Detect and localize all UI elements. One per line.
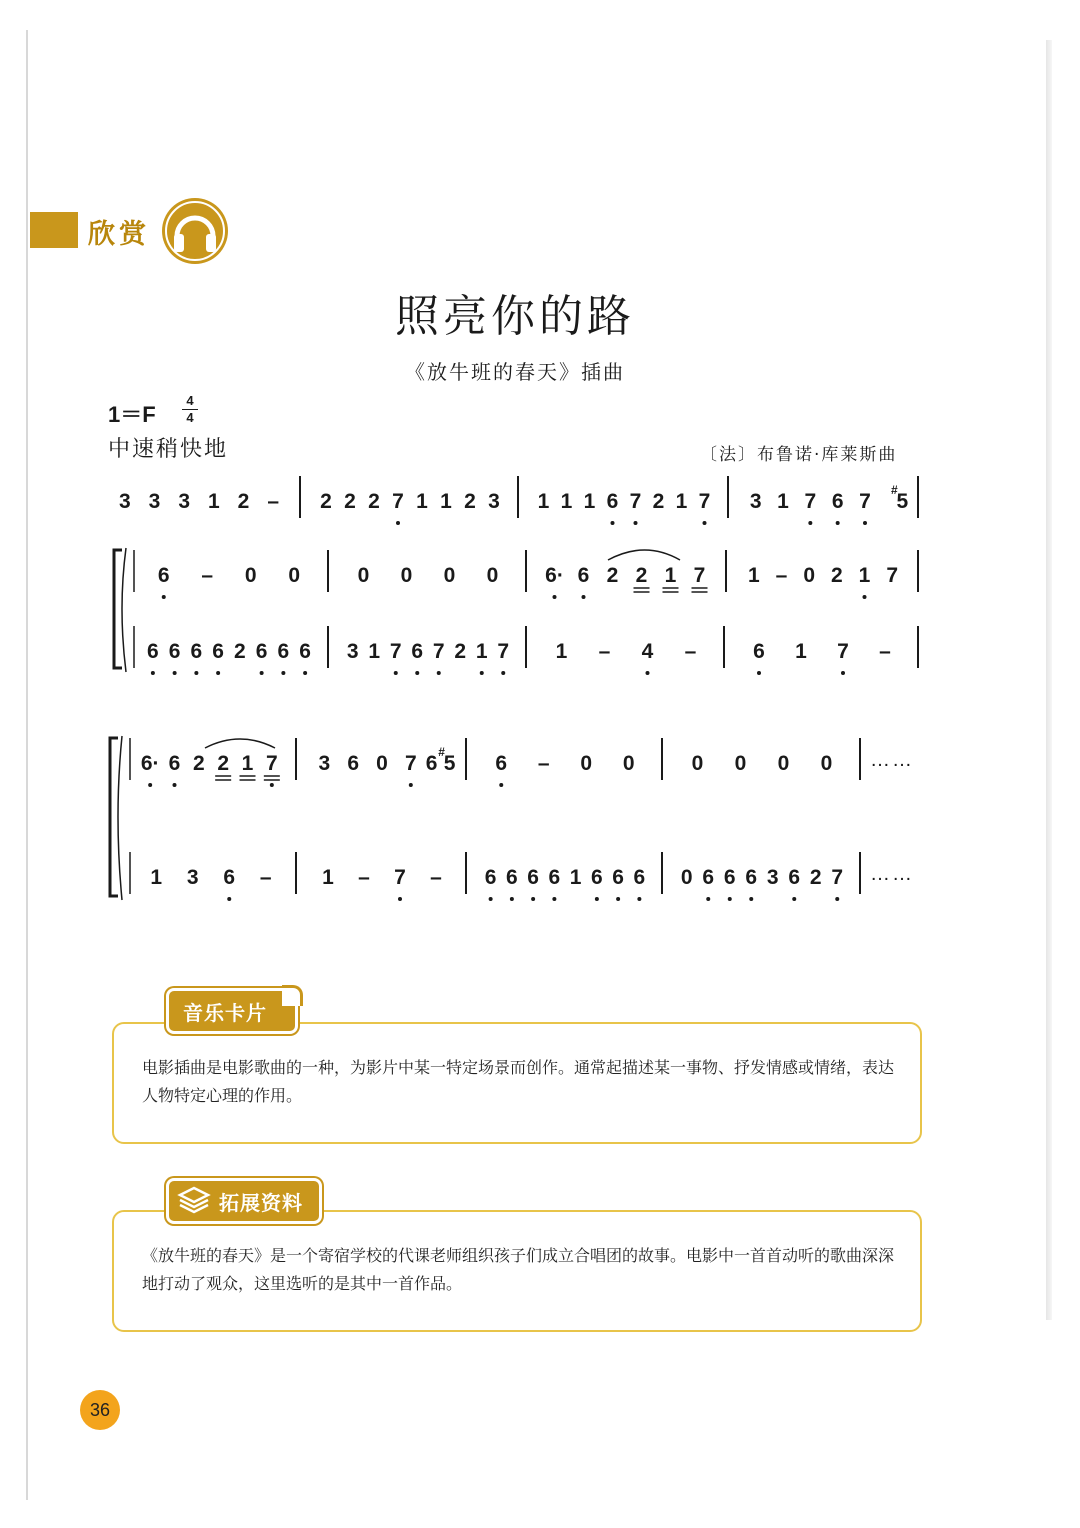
score-note: 0 (622, 752, 635, 775)
key-signature: 1＝F (108, 402, 156, 427)
low-octave-dot (863, 595, 867, 599)
score-note: 6 (548, 866, 561, 889)
score-note: 0 (680, 866, 693, 889)
score-note: 1 (241, 752, 254, 775)
low-octave-dot (501, 671, 505, 675)
score-note: 6 (147, 640, 159, 663)
score-note: 1 (777, 490, 789, 513)
score-note: 2 (234, 640, 246, 663)
score-note: 6 (495, 752, 508, 775)
score-note: 6 (753, 640, 765, 663)
music-card-label: 音乐卡片 (183, 1001, 267, 1025)
low-octave-dot (173, 783, 177, 787)
low-octave-dot (646, 671, 650, 675)
stacked-layers-icon (177, 1185, 211, 1215)
dash-duration: – (267, 490, 280, 513)
score-note: 2 (606, 564, 619, 587)
score-note: 0 (691, 752, 704, 775)
low-octave-dot (227, 897, 231, 901)
score-note: 0 (803, 564, 816, 587)
score-note: 7 (394, 866, 406, 889)
score-note: 6 (190, 640, 203, 663)
score-note: 2 (217, 752, 230, 775)
score-note: 3 (178, 490, 191, 513)
score-note: 0 (580, 752, 593, 775)
low-octave-dot (489, 897, 493, 901)
score-note: 6 (591, 866, 603, 889)
low-octave-dot (162, 595, 166, 599)
low-octave-dot (595, 897, 599, 901)
time-signature-bottom: 4 (186, 410, 194, 425)
dash-duration: – (537, 752, 550, 775)
score-note: 6 (745, 866, 758, 889)
score-note: 3 (488, 490, 500, 513)
score-note: 6 (411, 640, 424, 663)
score-note: 6 (702, 866, 715, 889)
score-note: 1 (555, 640, 568, 663)
score-note: 2 (237, 490, 250, 513)
extension-tab (166, 1178, 322, 1224)
score-note: 6 (255, 640, 268, 663)
score-note: 3 (749, 490, 762, 513)
score-note: 1 (747, 564, 760, 587)
score-note: 6 (347, 752, 360, 775)
score-note: 1 (560, 490, 573, 513)
low-octave-dot (260, 671, 264, 675)
low-octave-dot (616, 897, 620, 901)
low-octave-dot (553, 595, 557, 599)
tempo-marking: 中速稍快地 (108, 437, 229, 462)
score-note: 0 (820, 752, 833, 775)
low-octave-dot (194, 671, 198, 675)
score-note: 6 (299, 640, 311, 663)
score-note: 0 (376, 752, 388, 775)
score-note: 6 (723, 866, 736, 889)
low-octave-dot (173, 671, 177, 675)
low-octave-dot (303, 671, 307, 675)
score-note: 6 (277, 640, 290, 663)
score-note: 6 (831, 490, 844, 513)
score-note: 1 (664, 564, 677, 587)
dash-duration: – (775, 564, 788, 587)
score-note: 1 (322, 866, 334, 889)
score-note: 1 (368, 640, 381, 663)
score-note: 7 (693, 564, 706, 587)
score-note: 6 (425, 752, 438, 775)
score-note: 1 (207, 490, 220, 513)
sharp-sign: # (890, 483, 898, 497)
low-octave-dot (270, 783, 274, 787)
score-note: 7 (265, 752, 278, 775)
low-octave-dot (706, 897, 710, 901)
score-note: 6 (606, 490, 619, 513)
continuation-dots: …… (870, 749, 914, 771)
score-note: 1 (537, 490, 550, 513)
low-octave-dot (582, 595, 586, 599)
card-fold-corner (282, 985, 303, 1006)
score-note: 6 (212, 640, 224, 663)
score-note: 7 (389, 640, 402, 663)
low-octave-dot (281, 671, 285, 675)
score-note: 7 (831, 866, 844, 889)
score-note: 3 (346, 640, 359, 663)
score-note: 6 (223, 866, 236, 889)
low-octave-dot (480, 671, 484, 675)
score-note: 7 (886, 564, 899, 587)
low-octave-dot (749, 897, 753, 901)
score-note: 7 (629, 490, 642, 513)
score-note: 3 (186, 866, 199, 889)
score-note: 5 (443, 752, 456, 775)
score-note: 0 (357, 564, 370, 587)
score-note: 7 (804, 490, 817, 513)
score-note: 2 (809, 866, 822, 889)
score-note: 7 (859, 490, 871, 513)
score-note: 2 (635, 564, 648, 587)
low-octave-dot (148, 783, 152, 787)
score-note: 7 (404, 752, 417, 775)
score-note: 6 (577, 564, 590, 587)
score-note: 0 (734, 752, 747, 775)
low-octave-dot (863, 521, 867, 525)
score-note: 6 (633, 866, 646, 889)
dash-duration: – (259, 866, 272, 889)
low-octave-dot (634, 521, 638, 525)
score-note: 2 (830, 564, 843, 587)
low-octave-dot (792, 897, 796, 901)
score-note: 0 (777, 752, 790, 775)
low-octave-dot (409, 783, 413, 787)
score-note: 2 (192, 752, 205, 775)
score-note: 2 (320, 490, 332, 513)
low-octave-dot (499, 783, 503, 787)
sharp-sign: # (438, 745, 445, 759)
score-note: 6 (157, 564, 170, 587)
time-signature-top: 4 (186, 393, 194, 408)
low-octave-dot (531, 897, 535, 901)
score-note: 6 (506, 866, 518, 889)
dash-duration: – (358, 866, 370, 889)
score-note: 1 (475, 640, 488, 663)
dash-duration: – (598, 640, 611, 663)
dash-duration: – (201, 564, 214, 587)
low-octave-dot (510, 897, 514, 901)
low-octave-dot (151, 671, 155, 675)
score-note: 0 (486, 564, 499, 587)
low-octave-dot (396, 521, 400, 525)
score-note: 3 (318, 752, 331, 775)
score-note: 1 (569, 866, 582, 889)
song-title: 照亮你的路 (395, 291, 635, 342)
score-note: 7 (432, 640, 445, 663)
score-note: 1 (795, 640, 807, 663)
low-octave-dot (394, 671, 398, 675)
score-note: 3 (148, 490, 161, 513)
score-note: 1 (675, 490, 688, 513)
score-note: 0 (400, 564, 413, 587)
score-note: 3 (118, 490, 131, 513)
extension-box (112, 1210, 922, 1332)
dash-duration: – (879, 640, 891, 663)
score-note: 6 (527, 866, 539, 889)
score-note: 1 (858, 564, 871, 587)
music-card-tab (166, 988, 298, 1034)
dash-duration: – (684, 640, 697, 663)
score-note: 1 (150, 866, 163, 889)
low-octave-dot (836, 521, 840, 525)
low-octave-dot (841, 671, 845, 675)
score-note: 4 (641, 640, 654, 663)
score-note: 1 (440, 490, 452, 513)
score-note: 7 (392, 490, 404, 513)
music-card-text: 电影插曲是电影歌曲的一种，为影片中某一特定场景而创作。通常起描述某一事物、抒发情感或情绪，表达人物特定心理的作用。 (142, 1058, 895, 1105)
low-octave-dot (398, 897, 402, 901)
dash-duration: – (430, 866, 442, 889)
score-note: 1 (583, 490, 596, 513)
low-octave-dot (808, 521, 812, 525)
score-note: 6 (168, 752, 181, 775)
song-subtitle: 《放牛班的春天》插曲 (405, 360, 625, 384)
extension-text: 《放牛班的春天》是一个寄宿学校的代课老师组织孩子们成立合唱团的故事。电影中一首首动听的歌曲深深地打动了观众，这里选听的是其中一首作品。 (142, 1246, 895, 1293)
score-note: 2 (454, 640, 467, 663)
score-note: 6· (140, 752, 160, 775)
score-note: 1 (416, 490, 428, 513)
composer-credit: 〔法〕布鲁诺·库莱斯曲 (700, 445, 898, 465)
score-note: 2 (368, 490, 380, 513)
low-octave-dot (703, 521, 707, 525)
score-note: 6 (788, 866, 801, 889)
low-octave-dot (552, 897, 556, 901)
low-octave-dot (757, 671, 761, 675)
score-note: 2 (464, 490, 476, 513)
low-octave-dot (216, 671, 220, 675)
score-note: 7 (837, 640, 849, 663)
low-octave-dot (835, 897, 839, 901)
score-note: 7 (698, 490, 711, 513)
extension-label: 拓展资料 (219, 1191, 303, 1215)
score-note: 0 (288, 564, 301, 587)
score-note: 2 (652, 490, 665, 513)
score-note: 6 (612, 866, 624, 889)
score-note: 2 (344, 490, 356, 513)
section-label: 欣赏 (88, 219, 150, 250)
score-note: 7 (497, 640, 510, 663)
score-note: 6· (545, 564, 564, 587)
score-note: 0 (443, 564, 456, 587)
low-octave-dot (728, 897, 732, 901)
score-note: 6 (168, 640, 181, 663)
low-octave-dot (637, 897, 641, 901)
low-octave-dot (415, 671, 419, 675)
score-note: 3 (766, 866, 779, 889)
low-octave-dot (437, 671, 441, 675)
score-note: 6 (484, 866, 497, 889)
continuation-dots: …… (870, 863, 914, 885)
score-note: 5 (896, 490, 909, 513)
score-note: 0 (244, 564, 257, 587)
page-number: 36 (80, 1390, 120, 1430)
music-card-box (112, 1022, 922, 1144)
low-octave-dot (611, 521, 615, 525)
